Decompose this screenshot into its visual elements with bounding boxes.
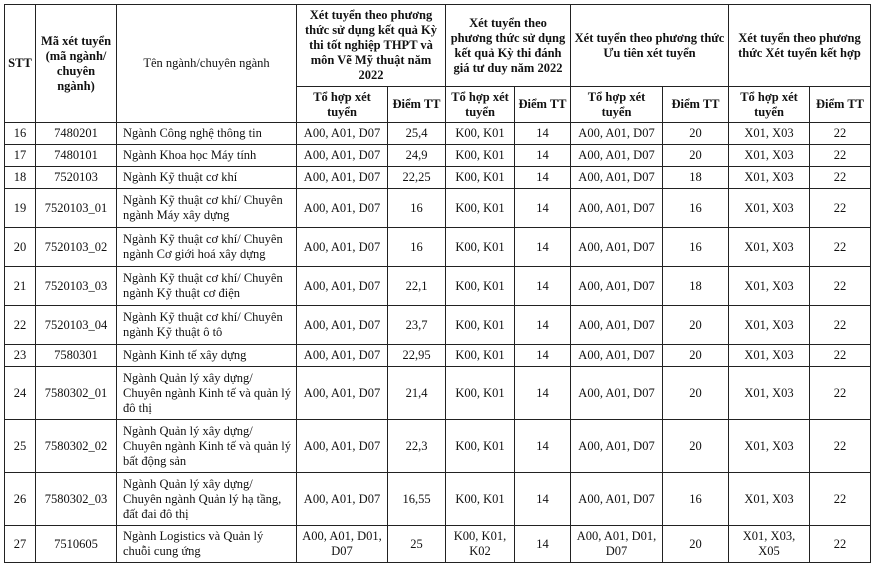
header-score-3: Điểm TT bbox=[663, 87, 729, 123]
row-score-4: 22 bbox=[810, 526, 871, 563]
row-name: Ngành Khoa học Máy tính bbox=[117, 145, 297, 167]
row-combo-1: A00, A01, D07 bbox=[297, 228, 388, 267]
row-name: Ngành Kỹ thuật cơ khí/ Chuyên ngành Cơ giới hoá xây dựng bbox=[117, 228, 297, 267]
header-method-4: Xét tuyển theo phương thức Xét tuyển kết hợp bbox=[729, 5, 871, 87]
row-combo-2: K00, K01 bbox=[446, 145, 515, 167]
row-score-3: 16 bbox=[663, 189, 729, 228]
row-combo-4: X01, X03 bbox=[729, 345, 810, 367]
header-score-2: Điểm TT bbox=[515, 87, 571, 123]
row-combo-2: K00, K01 bbox=[446, 228, 515, 267]
row-combo-3: A00, A01, D07 bbox=[571, 228, 663, 267]
row-score-3: 16 bbox=[663, 228, 729, 267]
row-name: Ngành Quản lý xây dựng/ Chuyên ngành Kinh tế và quản lý bất động sản bbox=[117, 420, 297, 473]
row-combo-3: A00, A01, D07 bbox=[571, 167, 663, 189]
row-name: Ngành Quản lý xây dựng/ Chuyên ngành Kinh tế và quản lý đô thị bbox=[117, 367, 297, 420]
row-code: 7580301 bbox=[36, 345, 117, 367]
table-row bbox=[5, 228, 871, 267]
row-code: 7580302_03 bbox=[36, 473, 117, 526]
row-score-2: 14 bbox=[515, 345, 571, 367]
row-code: 7520103_02 bbox=[36, 228, 117, 267]
row-combo-3: A00, A01, D01, D07 bbox=[571, 526, 663, 563]
row-combo-1: A00, A01, D07 bbox=[297, 145, 388, 167]
row-combo-1: A00, A01, D07 bbox=[297, 167, 388, 189]
row-score-2: 14 bbox=[515, 473, 571, 526]
row-combo-3: A00, A01, D07 bbox=[571, 345, 663, 367]
row-score-1: 21,4 bbox=[388, 367, 446, 420]
row-combo-4: X01, X03 bbox=[729, 189, 810, 228]
table-row bbox=[5, 123, 871, 145]
row-combo-3: A00, A01, D07 bbox=[571, 123, 663, 145]
header-combo-2: Tổ hợp xét tuyển bbox=[446, 87, 515, 123]
row-combo-3: A00, A01, D07 bbox=[571, 473, 663, 526]
table-row bbox=[5, 145, 871, 167]
table-row bbox=[5, 345, 871, 367]
table-body bbox=[5, 123, 871, 563]
row-combo-1: A00, A01, D07 bbox=[297, 123, 388, 145]
row-name: Ngành Logistics và Quản lý chuỗi cung ứng bbox=[117, 526, 297, 563]
row-stt: 17 bbox=[5, 145, 36, 167]
row-score-1: 22,3 bbox=[388, 420, 446, 473]
row-combo-1: A00, A01, D01, D07 bbox=[297, 526, 388, 563]
header-name: Tên ngành/chuyên ngành bbox=[117, 5, 297, 123]
row-name: Ngành Kỹ thuật cơ khí bbox=[117, 167, 297, 189]
row-score-3: 20 bbox=[663, 420, 729, 473]
row-score-1: 16 bbox=[388, 228, 446, 267]
table-row bbox=[5, 420, 871, 473]
header-combo-3: Tổ hợp xét tuyển bbox=[571, 87, 663, 123]
table-row bbox=[5, 306, 871, 345]
row-stt: 25 bbox=[5, 420, 36, 473]
row-score-4: 22 bbox=[810, 345, 871, 367]
row-score-4: 22 bbox=[810, 306, 871, 345]
row-combo-4: X01, X03 bbox=[729, 473, 810, 526]
header-score-4: Điểm TT bbox=[810, 87, 871, 123]
row-combo-4: X01, X03 bbox=[729, 267, 810, 306]
header-stt: STT bbox=[5, 5, 36, 123]
header-row-top bbox=[5, 5, 871, 87]
row-combo-3: A00, A01, D07 bbox=[571, 189, 663, 228]
header-code: Mã xét tuyển (mã ngành/ chuyên ngành) bbox=[36, 5, 117, 123]
table-row bbox=[5, 167, 871, 189]
row-combo-2: K00, K01 bbox=[446, 167, 515, 189]
row-code: 7580302_01 bbox=[36, 367, 117, 420]
row-combo-3: A00, A01, D07 bbox=[571, 145, 663, 167]
row-combo-4: X01, X03 bbox=[729, 123, 810, 145]
table-row bbox=[5, 267, 871, 306]
row-combo-4: X01, X03 bbox=[729, 420, 810, 473]
row-score-4: 22 bbox=[810, 189, 871, 228]
row-score-2: 14 bbox=[515, 306, 571, 345]
row-combo-2: K00, K01 bbox=[446, 123, 515, 145]
row-score-1: 16 bbox=[388, 189, 446, 228]
row-code: 7520103_03 bbox=[36, 267, 117, 306]
row-combo-4: X01, X03 bbox=[729, 145, 810, 167]
row-combo-1: A00, A01, D07 bbox=[297, 473, 388, 526]
row-score-1: 22,1 bbox=[388, 267, 446, 306]
row-score-2: 14 bbox=[515, 526, 571, 563]
row-code: 7520103 bbox=[36, 167, 117, 189]
row-combo-3: A00, A01, D07 bbox=[571, 267, 663, 306]
row-code: 7520103_01 bbox=[36, 189, 117, 228]
row-combo-2: K00, K01 bbox=[446, 473, 515, 526]
row-score-4: 22 bbox=[810, 167, 871, 189]
row-stt: 19 bbox=[5, 189, 36, 228]
row-score-2: 14 bbox=[515, 145, 571, 167]
header-score-1: Điểm TT bbox=[388, 87, 446, 123]
row-combo-3: A00, A01, D07 bbox=[571, 420, 663, 473]
row-name: Ngành Kinh tế xây dựng bbox=[117, 345, 297, 367]
row-code: 7520103_04 bbox=[36, 306, 117, 345]
row-stt: 16 bbox=[5, 123, 36, 145]
row-combo-2: K00, K01, K02 bbox=[446, 526, 515, 563]
row-score-3: 16 bbox=[663, 473, 729, 526]
row-combo-4: X01, X03 bbox=[729, 367, 810, 420]
row-combo-2: K00, K01 bbox=[446, 306, 515, 345]
row-code: 7480101 bbox=[36, 145, 117, 167]
row-score-2: 14 bbox=[515, 420, 571, 473]
row-score-3: 20 bbox=[663, 526, 729, 563]
row-code: 7580302_02 bbox=[36, 420, 117, 473]
table-row bbox=[5, 367, 871, 420]
row-stt: 20 bbox=[5, 228, 36, 267]
row-score-2: 14 bbox=[515, 167, 571, 189]
row-combo-2: K00, K01 bbox=[446, 420, 515, 473]
row-score-3: 20 bbox=[663, 145, 729, 167]
row-code: 7510605 bbox=[36, 526, 117, 563]
row-score-3: 20 bbox=[663, 306, 729, 345]
table-row bbox=[5, 189, 871, 228]
table-row bbox=[5, 473, 871, 526]
row-name: Ngành Kỹ thuật cơ khí/ Chuyên ngành Kỹ thuật ô tô bbox=[117, 306, 297, 345]
row-stt: 27 bbox=[5, 526, 36, 563]
row-combo-1: A00, A01, D07 bbox=[297, 345, 388, 367]
row-score-3: 20 bbox=[663, 123, 729, 145]
row-combo-2: K00, K01 bbox=[446, 189, 515, 228]
row-score-4: 22 bbox=[810, 123, 871, 145]
row-score-2: 14 bbox=[515, 123, 571, 145]
row-score-2: 14 bbox=[515, 267, 571, 306]
row-name: Ngành Kỹ thuật cơ khí/ Chuyên ngành Máy xây dựng bbox=[117, 189, 297, 228]
row-score-1: 23,7 bbox=[388, 306, 446, 345]
row-score-4: 22 bbox=[810, 228, 871, 267]
row-score-3: 18 bbox=[663, 167, 729, 189]
row-stt: 23 bbox=[5, 345, 36, 367]
row-combo-1: A00, A01, D07 bbox=[297, 367, 388, 420]
admission-score-table bbox=[4, 4, 871, 563]
row-score-4: 22 bbox=[810, 473, 871, 526]
row-stt: 26 bbox=[5, 473, 36, 526]
row-score-4: 22 bbox=[810, 145, 871, 167]
header-method-1: Xét tuyển theo phương thức sử dụng kết quả Kỳ thi tốt nghiệp THPT và môn Vẽ Mỹ thuật năm 2022 bbox=[297, 5, 446, 87]
row-combo-2: K00, K01 bbox=[446, 367, 515, 420]
header-combo-4: Tổ hợp xét tuyển bbox=[729, 87, 810, 123]
row-combo-1: A00, A01, D07 bbox=[297, 420, 388, 473]
row-score-2: 14 bbox=[515, 189, 571, 228]
header-method-3: Xét tuyển theo phương thức Ưu tiên xét tuyển bbox=[571, 5, 729, 87]
row-score-1: 24,9 bbox=[388, 145, 446, 167]
row-name: Ngành Kỹ thuật cơ khí/ Chuyên ngành Kỹ thuật cơ điện bbox=[117, 267, 297, 306]
row-combo-4: X01, X03 bbox=[729, 228, 810, 267]
row-stt: 22 bbox=[5, 306, 36, 345]
row-name: Ngành Quản lý xây dựng/ Chuyên ngành Quản lý hạ tầng, đất đai đô thị bbox=[117, 473, 297, 526]
row-score-1: 16,55 bbox=[388, 473, 446, 526]
row-combo-1: A00, A01, D07 bbox=[297, 267, 388, 306]
row-combo-4: X01, X03 bbox=[729, 306, 810, 345]
row-score-3: 20 bbox=[663, 345, 729, 367]
row-code: 7480201 bbox=[36, 123, 117, 145]
row-score-2: 14 bbox=[515, 367, 571, 420]
row-combo-4: X01, X03, X05 bbox=[729, 526, 810, 563]
row-stt: 21 bbox=[5, 267, 36, 306]
row-score-1: 22,95 bbox=[388, 345, 446, 367]
row-score-1: 25 bbox=[388, 526, 446, 563]
table-row bbox=[5, 526, 871, 563]
row-score-1: 22,25 bbox=[388, 167, 446, 189]
row-score-4: 22 bbox=[810, 420, 871, 473]
row-combo-1: A00, A01, D07 bbox=[297, 189, 388, 228]
row-score-4: 22 bbox=[810, 267, 871, 306]
row-score-1: 25,4 bbox=[388, 123, 446, 145]
row-stt: 24 bbox=[5, 367, 36, 420]
row-combo-3: A00, A01, D07 bbox=[571, 306, 663, 345]
row-score-3: 20 bbox=[663, 367, 729, 420]
header-combo-1: Tổ hợp xét tuyển bbox=[297, 87, 388, 123]
row-score-3: 18 bbox=[663, 267, 729, 306]
row-combo-2: K00, K01 bbox=[446, 345, 515, 367]
row-name: Ngành Công nghệ thông tin bbox=[117, 123, 297, 145]
row-score-2: 14 bbox=[515, 228, 571, 267]
row-score-4: 22 bbox=[810, 367, 871, 420]
row-stt: 18 bbox=[5, 167, 36, 189]
row-combo-2: K00, K01 bbox=[446, 267, 515, 306]
row-combo-4: X01, X03 bbox=[729, 167, 810, 189]
header-method-2: Xét tuyển theo phương thức sử dụng kết quả Kỳ thi đánh giá tư duy năm 2022 bbox=[446, 5, 571, 87]
row-combo-1: A00, A01, D07 bbox=[297, 306, 388, 345]
row-combo-3: A00, A01, D07 bbox=[571, 367, 663, 420]
